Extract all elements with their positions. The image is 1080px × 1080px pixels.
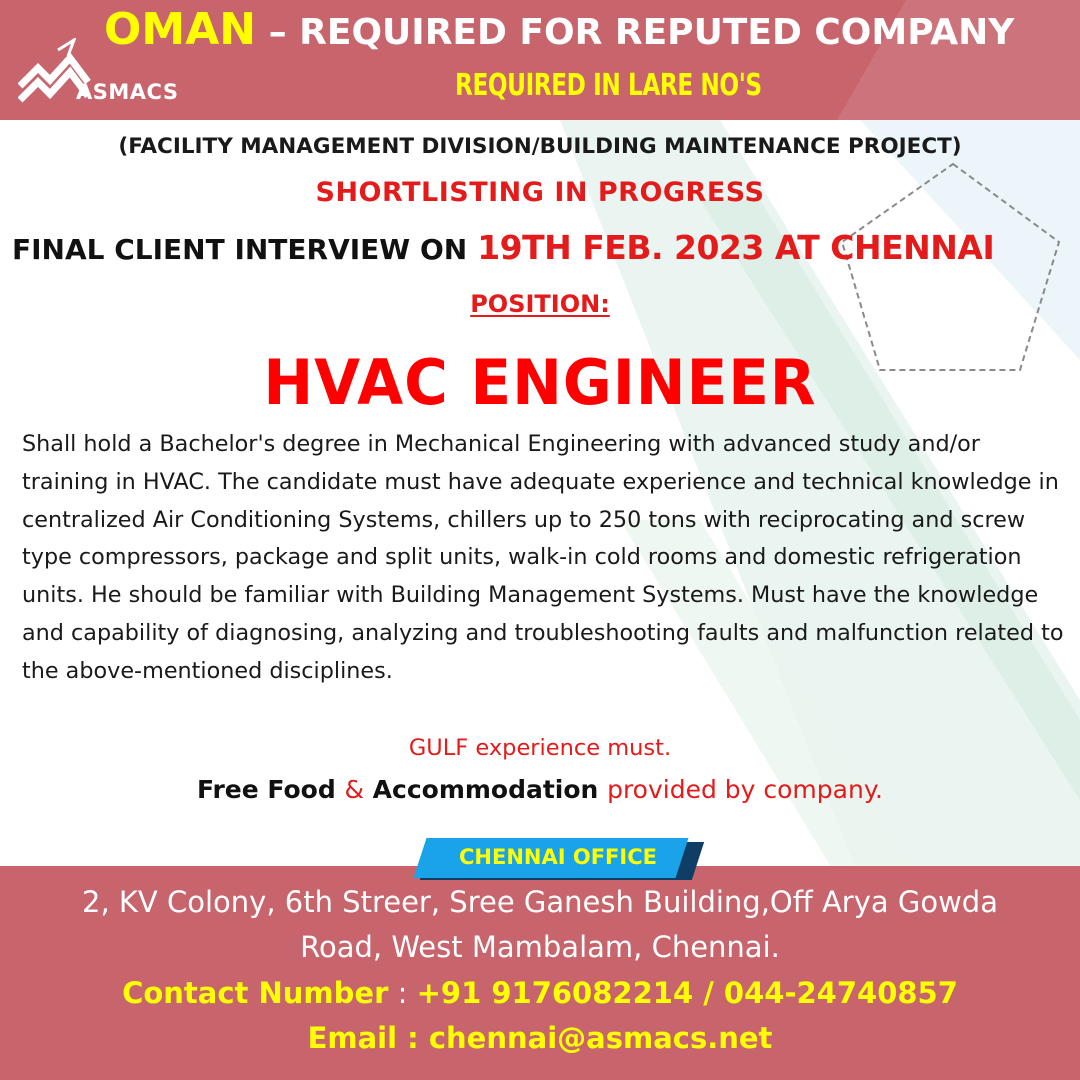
benefit-food: Free Food	[196, 775, 336, 804]
address-line-1: 2, KV Colony, 6th Streer, Sree Ganesh Building,Off Arya Gowda	[82, 885, 998, 919]
job-title: HVAC ENGINEER	[263, 346, 817, 419]
contact-separator: :	[388, 976, 417, 1010]
interview-date: 19TH FEB. 2023 AT CHENNAI	[477, 228, 995, 267]
contact-label: Contact Number	[122, 976, 389, 1010]
email-line	[0, 1021, 1080, 1055]
shortlisting-status: SHORTLISTING IN PROGRESS	[315, 177, 765, 208]
header-banner	[0, 0, 1080, 120]
contact-line	[0, 976, 1080, 1010]
logo-text: ASMACS	[76, 80, 179, 104]
benefits-line	[0, 775, 1080, 804]
benefit-provided: provided by company.	[607, 775, 883, 804]
interview-line	[12, 228, 994, 267]
job-description: Shall hold a Bachelor's degree in Mechanical Engineering with advanced study and/or training in HVAC. The candidate must have adequate experience and technical knowledge in centralized Air Conditioning Systems, chillers up to 250 tons with reciprocating and screw type compressors, package and split units, walk-in cold rooms and domestic refrigeration units. He should be familiar with Building Management Systems. Must have the knowledge and capability of diagnosing, analyzing and troubleshooting faults and malfunction related to the above-mentioned disciplines.	[22, 431, 1064, 684]
interview-label: FINAL CLIENT INTERVIEW ON	[12, 233, 468, 266]
office-label: CHENNAI OFFICE	[459, 845, 657, 869]
address-line-2: Road, West Mambalam, Chennai.	[300, 930, 780, 964]
contact-numbers[interactable]: +91 9176082214 / 044-24740857	[416, 976, 958, 1010]
email-address[interactable]: chennai@asmacs.net	[428, 1021, 773, 1055]
headline-country: OMAN	[104, 4, 257, 55]
gulf-requirement: GULF experience must.	[408, 735, 672, 761]
headline	[104, 4, 1014, 59]
headline-rest: – REQUIRED FOR REPUTED COMPANY	[256, 12, 1015, 53]
benefit-accommodation: Accommodation	[372, 775, 599, 804]
benefit-ampersand: &	[344, 775, 364, 804]
position-label: POSITION:	[470, 290, 610, 318]
sub-headline: REQUIRED IN LARE NO'S	[455, 68, 762, 103]
email-label: Email :	[307, 1021, 429, 1055]
division-text: (FACILITY MANAGEMENT DIVISION/BUILDING MAINTENANCE PROJECT)	[118, 134, 962, 159]
